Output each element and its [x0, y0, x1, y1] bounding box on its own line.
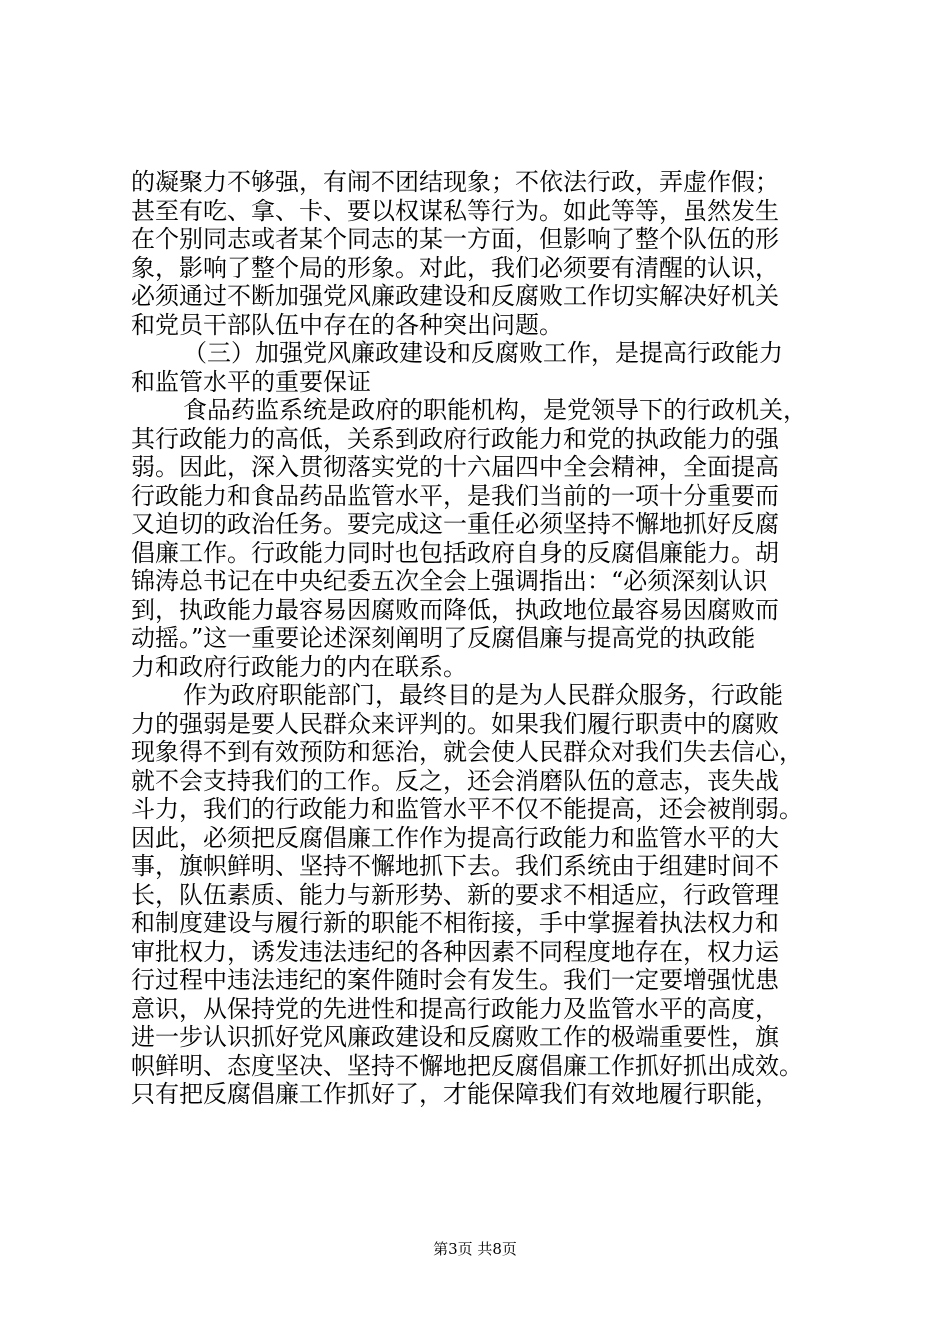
text-line: 必须通过不断加强党风廉政建设和反腐败工作切实解决好机关	[131, 282, 779, 310]
text-line: 动摇。”这一重要论述深刻阐明了反腐倡廉与提高党的执政能	[131, 624, 756, 652]
text-line: 象，影响了整个局的形象。对此，我们必须要有清醒的认识，	[131, 253, 779, 282]
text-line: 因此，必须把反腐倡廉工作作为提高行政能力和监管水平的大	[131, 823, 779, 852]
text-line: 和制度建设与履行新的职能不相衔接，手中掌握着执法权力和	[131, 909, 779, 937]
text-line: 帜鲜明、态度坚决、坚持不懈地把反腐倡廉工作抓好抓出成效。	[131, 1051, 803, 1080]
text-line: 弱。因此，深入贯彻落实党的十六届四中全会精神，全面提高	[131, 453, 779, 481]
paragraph-start: 食品药监系统是政府的职能机构，是党领导下的行政机关，	[183, 396, 807, 424]
text-line: 倡廉工作。行政能力同时也包括政府自身的反腐倡廉能力。胡	[131, 538, 779, 567]
text-line: 的凝聚力不够强，有闹不团结现象；不依法行政，弄虚作假；	[131, 168, 779, 196]
text-line: 意识，从保持党的先进性和提高行政能力及监管水平的高度，	[131, 994, 779, 1023]
text-line: 到，执政能力最容易因腐败而降低，执政地位最容易因腐败而	[131, 595, 779, 624]
text-line: 行过程中违法违纪的案件随时会有发生。我们一定要增强忧患	[131, 966, 779, 994]
text-line: 其行政能力的高低，关系到政府行政能力和党的执政能力的强	[131, 424, 779, 453]
section-heading-cont: 和监管水平的重要保证	[131, 367, 371, 396]
text-line: 甚至有吃、拿、卡、要以权谋私等行为。如此等等，虽然发生	[131, 196, 779, 225]
paragraph-start: 作为政府职能部门，最终目的是为人民群众服务，行政能	[183, 681, 783, 709]
text-line: 审批权力，诱发违法违纪的各种因素不同程度地存在，权力运	[131, 937, 779, 966]
text-line: 就不会支持我们的工作。反之，还会消磨队伍的意志，丧失战	[131, 766, 779, 795]
text-line: 力和政府行政能力的内在联系。	[131, 652, 467, 681]
body-text	[131, 168, 831, 1109]
text-line: 进一步认识抓好党风廉政建设和反腐败工作的极端重要性，旗	[131, 1023, 779, 1051]
section-heading: （三）加强党风廉政建设和反腐败工作，是提高行政能力	[183, 339, 783, 367]
text-line: 在个别同志或者某个同志的某一方面，但影响了整个队伍的形	[131, 225, 779, 253]
text-line: 又迫切的政治任务。要完成这一重任必须坚持不懈地抓好反腐	[131, 510, 779, 538]
text-line: 斗力，我们的行政能力和监管水平不仅不能提高，还会被削弱。	[131, 795, 803, 823]
text-line: 行政能力和食品药品监管水平，是我们当前的一项十分重要而	[131, 481, 779, 510]
text-line: 力的强弱是要人民群众来评判的。如果我们履行职责中的腐败	[131, 709, 779, 738]
page-footer: 第3页 共8页	[433, 1240, 517, 1258]
text-line: 只有把反腐倡廉工作抓好了，才能保障我们有效地履行职能，	[131, 1080, 779, 1108]
text-line: 现象得不到有效预防和惩治，就会使人民群众对我们失去信心，	[131, 738, 803, 766]
text-line: 长，队伍素质、能力与新形势、新的要求不相适应，行政管理	[131, 880, 779, 909]
text-line: 事，旗帜鲜明、坚持不懈地抓下去。我们系统由于组建时间不	[131, 852, 779, 880]
text-line: 锦涛总书记在中央纪委五次全会上强调指出：“必须深刻认识	[131, 567, 768, 595]
text-line: 和党员干部队伍中存在的各种突出问题。	[131, 310, 563, 339]
